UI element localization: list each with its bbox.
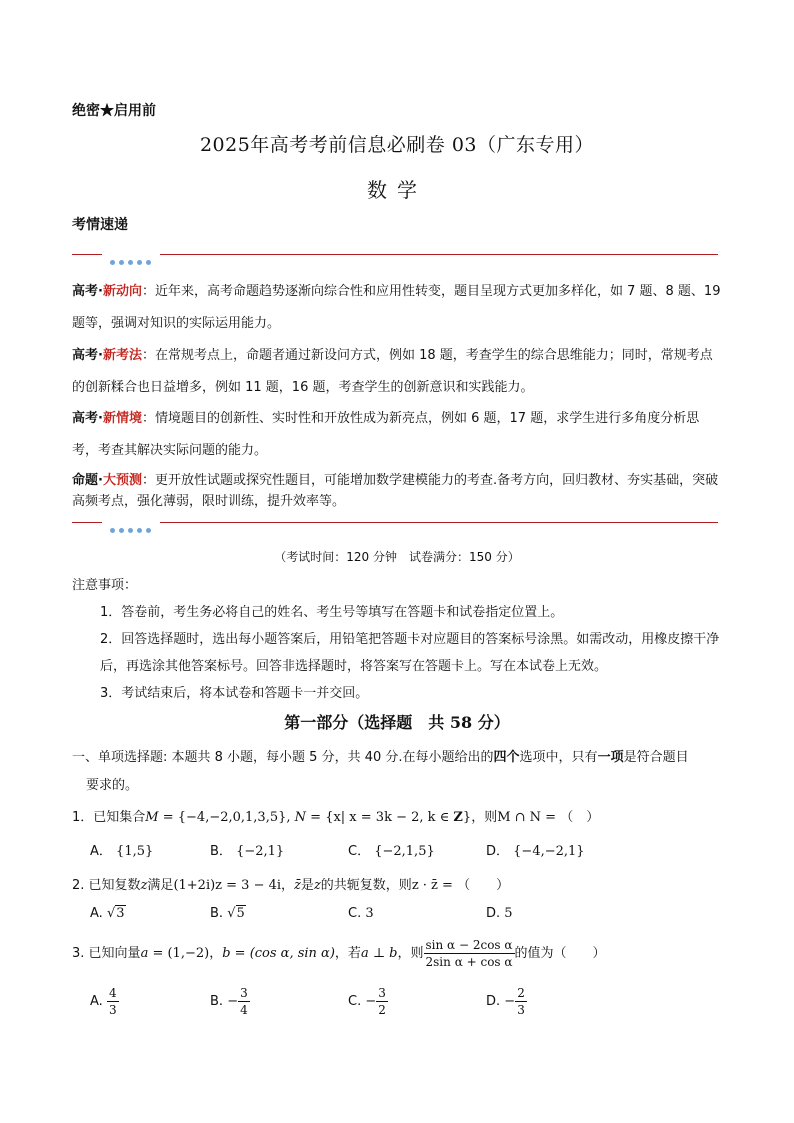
subject-title: 数学 xyxy=(367,178,427,202)
option-b: B. − $\frac{3}{4}$ xyxy=(210,986,248,1017)
option-b: B． {−2,1} xyxy=(210,844,285,859)
question-2: 2. 已知复数z满足(1+2i)z = 3 − 4i，z̄是z的共轭复数，则z · z̄ = （ ） xyxy=(72,878,510,893)
question-1: 1．已知集合M = {−4,−2,0,1,3,5}, N = {x| x = 3k − 2, k ∈ Z}，则M ∩ N = （ ） xyxy=(72,810,600,825)
option-a: A. √3 xyxy=(90,906,125,921)
option-a: A． {1,5} xyxy=(90,844,154,859)
option-c: C. − $\frac{3}{2}$ xyxy=(348,986,386,1017)
question-3: 3. 已知向量a = (1,−2)，b = (cos α, sin α)，若a ⊥ b，则 $\frac{\text{sin α − 2cos α}}{\text{2sin α + cos α}}$ 的值为（ ） xyxy=(72,938,606,969)
notes-heading: 注意事项： xyxy=(72,578,138,593)
note-item: 2．回答选择题时，选出每小题答案后，用铅笔把答题卡对应题目的答案标号涂黑。如需改动，用橡皮擦干净后，再选涂其他答案标号。回答非选择题时，将答案写在答题卡上。写在本试卷上无效。 xyxy=(100,632,720,674)
option-b: B. √5 xyxy=(210,906,245,921)
part-title: 第一部分（选择题 共 58 分） xyxy=(284,713,510,732)
note-item: 3．考试结束后，将本试卷和答题卡一并交回。 xyxy=(100,686,369,701)
top-divider xyxy=(72,250,718,260)
option-c: C. 3 xyxy=(348,906,374,921)
section-label: 考情速递 xyxy=(72,217,128,233)
trend-paragraph: 命题·大预测：更开放性试题或探究性题目，可能增加数学建模能力的考查.备考方向，回归教材、夯实基础，突破高频考点，强化薄弱，限时训练，提升效率等。 xyxy=(72,473,719,509)
exam-time-info: （考试时间：120 分钟 试卷满分：150 分） xyxy=(274,550,520,564)
section-instructions: 一、单项选择题: 本题共 8 小题，每小题 5 分，共 40 分.在每小题给出的四个选项中，只有一项是符合题目 要求的。 xyxy=(72,750,689,793)
trend-paragraph: 高考·新情境：情境题目的创新性、实时性和开放性成为新亮点，例如 6 题，17 题，求学生进行多角度分析思考，考查其解决实际问题的能力。 xyxy=(72,411,700,458)
option-c: C． {−2,1,5} xyxy=(348,844,435,859)
bottom-divider xyxy=(72,518,718,528)
notes-section xyxy=(72,572,724,707)
exam-title: 2025年高考考前信息必刷卷 03（广东专用） xyxy=(199,134,595,156)
ratio-fraction: $\frac{\text{sin α − 2cos α}}{\text{2sin α + cos α}}$ xyxy=(425,938,513,969)
trend-paragraph: 高考·新动向：近年来，高考命题趋势逐渐向综合性和应用性转变，题目呈现方式更加多样化，如 7 题、8 题、19 题等，强调对知识的实际运用能力。 xyxy=(72,284,721,331)
option-d: D. 5 xyxy=(486,906,513,921)
note-item: 1．答卷前，考生务必将自己的姓名、考生号等填写在答题卡和试卷指定位置上。 xyxy=(100,605,564,620)
confidential-label: 绝密★启用前 xyxy=(72,103,156,119)
trend-paragraph: 高考·新考法：在常规考点上，命题者通过新设问方式，例如 18 题，考查学生的综合思维能力；同时，常规考点的创新糅合也日益增多，例如 11 题，16 题，考查学生的创新意识和实践能力。 xyxy=(72,348,713,395)
option-d: D． {−4,−2,1} xyxy=(486,844,585,859)
option-a: A. $\frac{4}{3}$ xyxy=(90,986,117,1017)
option-d: D. − $\frac{2}{3}$ xyxy=(486,986,525,1017)
